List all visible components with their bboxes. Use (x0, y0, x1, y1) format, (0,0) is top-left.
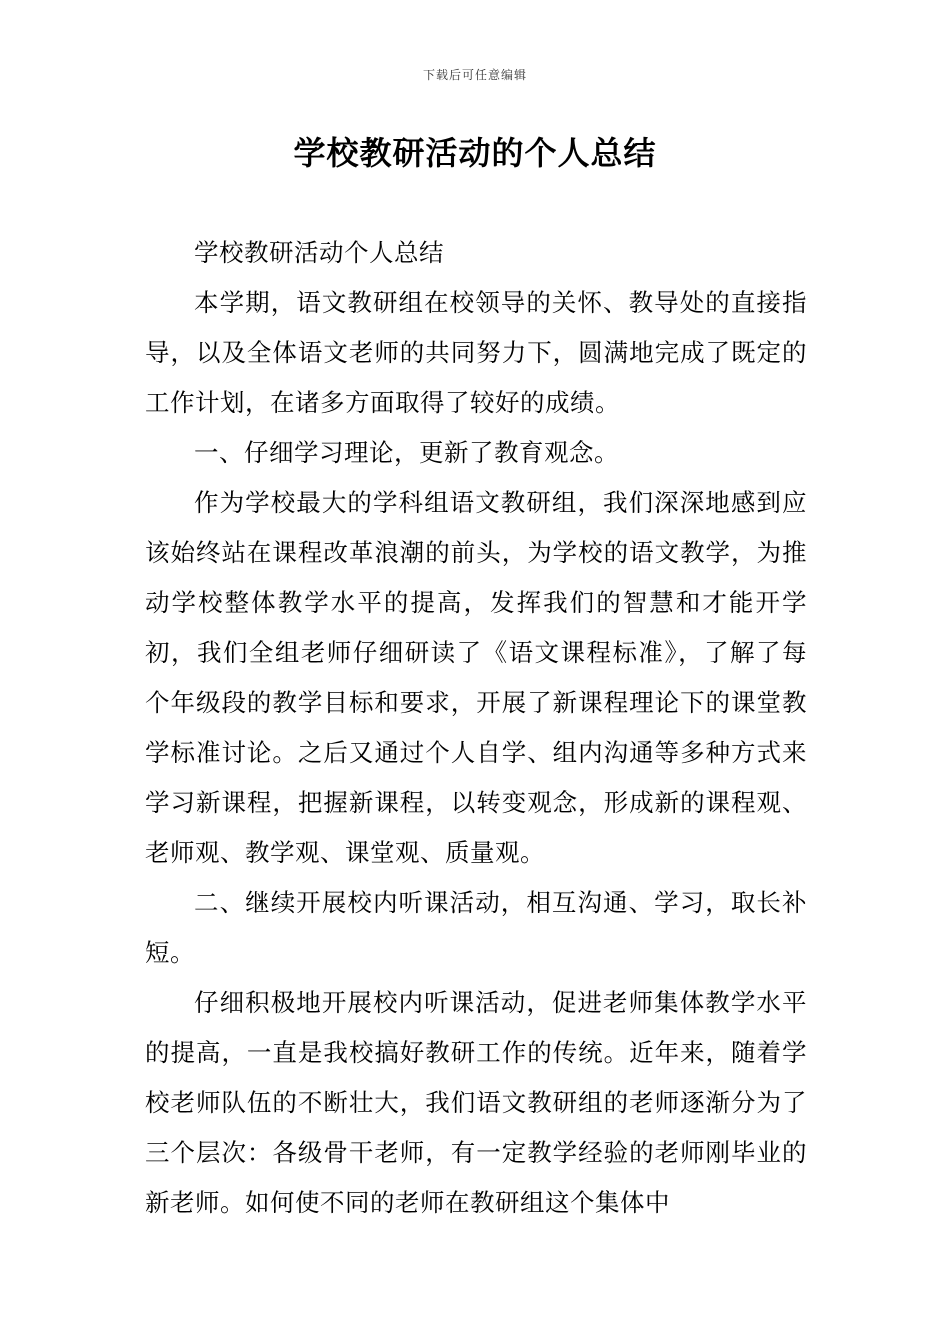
paragraph-section-2: 仔细积极地开展校内听课活动，促进老师集体教学水平的提高，一直是我校搞好教研工作的传统。近年来，随着学校老师队伍的不断壮大，我们语文教研组的老师逐渐分为了三个层次：各级骨干老师，有一定教学经验的老师刚毕业的新老师。如何使不同的老师在教研组这个集体中 (145, 988, 807, 1217)
document-title: 学校教研活动的个人总结 (293, 134, 657, 172)
section-heading-2: 二、继续开展校内听课活动，相互沟通、学习，取长补短。 (145, 888, 807, 967)
paragraph-section-1: 作为学校最大的学科组语文教研组，我们深深地感到应该始终站在课程改革浪潮的前头，为学校的语文教学，为推动学校整体教学水平的提高，发挥我们的智慧和才能开学初，我们全组老师仔细研读了《语文课程标准》，了解了每个年级段的教学目标和要求，开展了新课程理论下的课堂教学标准讨论。之后又通过个人自学、组内沟通等多种方式来学习新课程，把握新课程，以转变观念，形成新的课程观、老师观、教学观、课堂观、质量观。 (145, 488, 807, 867)
paragraph-subtitle: 学校教研活动个人总结 (194, 238, 444, 267)
paragraph-intro: 本学期，语文教研组在校领导的关怀、教导处的直接指导，以及全体语文老师的共同努力下，圆满地完成了既定的工作计划，在诸多方面取得了较好的成绩。 (145, 288, 807, 417)
document-body (145, 228, 807, 1228)
section-heading-1: 一、仔细学习理论，更新了教育观念。 (194, 438, 619, 467)
header-note: 下载后可任意编辑 (422, 68, 527, 82)
